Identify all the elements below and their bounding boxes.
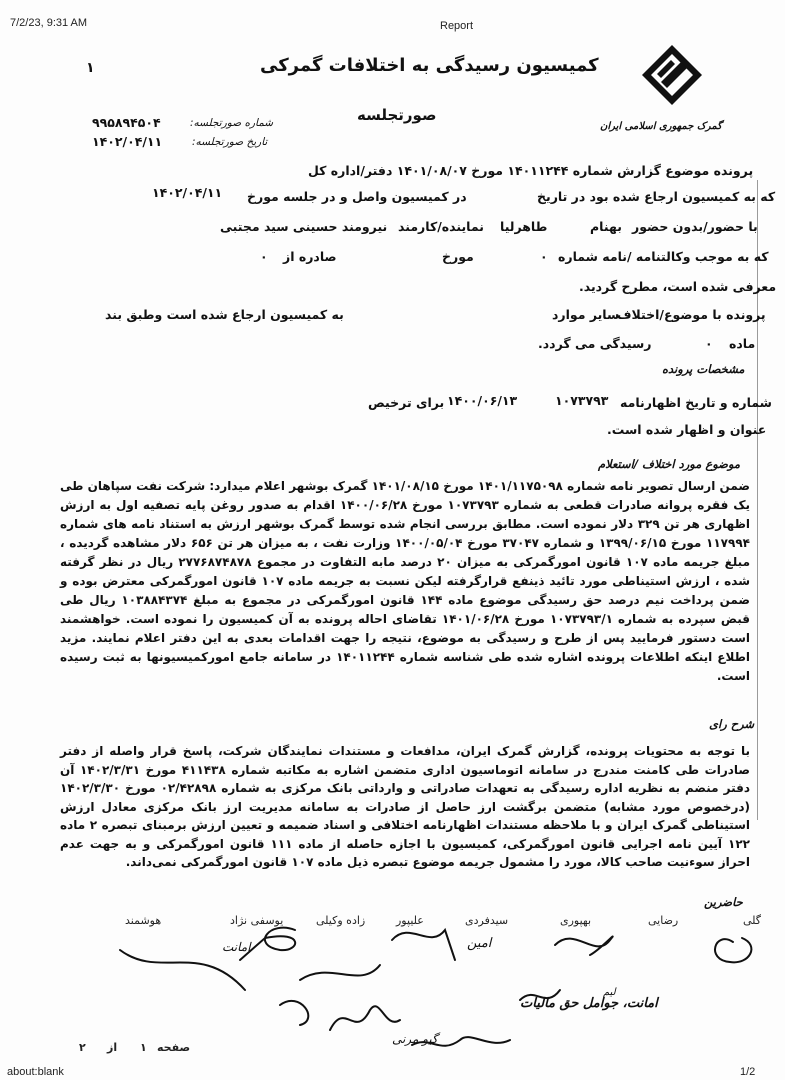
dispute-subject-label: پرونده با موضوع/اختلاف (617, 307, 766, 322)
clearance-purpose: برای ترخیص (368, 395, 445, 410)
handwritten-note-2: امانت (222, 940, 251, 954)
article-value: ۰ (705, 336, 713, 351)
article-label: ماده (729, 336, 756, 351)
line-case-subject: پرونده موضوع گزارش شماره ۱۴۰۱۱۲۴۴ مورخ ۱۴۰۱/۰۸/۰۷ دفتر/اداره کل (308, 163, 754, 178)
page-counter-current: ۱ (140, 1041, 147, 1054)
doc-title: صورتجلسه (357, 106, 437, 124)
line-session-label: در کمیسیون واصل و در جلسه مورخ (247, 189, 467, 204)
print-datetime: 7/2/23, 9:31 AM (10, 17, 88, 29)
handwritten-note-1: امین (467, 936, 492, 951)
signature-mark-8 (330, 1006, 400, 1030)
print-title: Report (440, 20, 474, 32)
handwritten-note-4: امانت، جوامل حق مالیات (520, 996, 658, 1011)
declaration-number: ۱۰۷۳۷۹۳ (555, 393, 609, 408)
signer-2: رضایی (648, 914, 679, 927)
signature-mark-5 (120, 950, 245, 990)
signer-8: هوشمند (125, 914, 162, 927)
dispute-heading: موضوع مورد اختلاف /استعلام (598, 457, 741, 471)
issued-by-value: ۰ (260, 249, 268, 264)
signature-mark-4 (240, 928, 295, 960)
ruling-heading: شرح رای (709, 717, 755, 731)
signer-6: زاده وکیلی (316, 914, 366, 927)
minutes-number-label: شماره صورتجلسه: (190, 117, 274, 129)
signature-mark-2 (555, 936, 613, 955)
signer-4: سیدفردی (465, 914, 509, 927)
employee-name: نیرومند حسینی سید مجتبی (220, 219, 388, 234)
issued-by-label: صادره از (283, 249, 337, 264)
page-counter-label: صفحه (157, 1041, 191, 1054)
signature-mark-10 (280, 1001, 308, 1025)
dispute-subject-value: سایر موارد (552, 307, 620, 322)
declaration-date: ۱۴۰۰/۰۶/۱۳ (447, 393, 518, 408)
rep-first-name: بهنام (590, 219, 622, 234)
declaration-label: شماره و تاریخ اظهارنامه (620, 395, 772, 410)
minutes-number-value: ۹۹۵۸۹۴۵۰۴ (92, 115, 161, 130)
proxy-date-label: مورخ (442, 249, 474, 264)
signature-mark-6 (300, 965, 380, 980)
signature-mark-1 (715, 938, 751, 962)
print-footer-page: 1/2 (740, 1066, 756, 1078)
inquiry-paragraph: ضمن ارسال تصویر نامه شماره ۱۴۰۱/۱۱۷۵۰۹۸ مورخ ۱۴۰۱/۰۸/۱۵ گمرک بوشهر اعلام میدارد: شرکت نفت سپاهان طی یک فقره پروانه صادرات قطعی به شماره ۱۰۷۳۷۹۳ مورخ ۱۴۰۰/۰۶/۲۸ اقدام به صدور روغن پایه تصفیه اول به ارزش اظهاری هر تن ۳۲۹ دلار نموده است. مطابق بررسی انجام شده توسط گمرک بوشهر ارزش به استناد نامه های شماره ۱۱۷۹۹۴ مورخ ۱۳۹۹/۰۶/۱۵ و شماره ۳۷۰۴۷ مورخ ۱۴۰۰/۰۵/۰۴ وزارت نفت ، به میزان هر تن ۶۵۶ دلار مشاهده گردیده ، مبلغ جریمه ماده ۱۰۷ قانون امورگمرکی به میزان ۲۰ درصد مابه التفاوت در مجموع ۲۷۷۶۸۷۴۸۷۸ ریال در نظر گرفته شده ، ارزش استیناطی مورد تائید ذینفع قرارگرفته لیکن نسبت به جریمه ماده ۱۰۷ قانون امورگمرکی معترض بوده و ضمن پرداخت نیم درصد حق رسیدگی موضوع ماده ۱۴۴ قانون امورگمرکی در مجموع به مبلغ ۱۰۳۸۸۴۳۷۴ ریال طی قبض سپرده به شماره ۱۰۷۳۷۹۳/۱ مورخ ۱۴۰۱/۰۶/۲۸ تقاضای احاله پرونده به آن کمیسیون را نموده است. خواهشمند است دستور فرمایید پس از طرح و رسیدگی به موضوع، نتیجه را جهت اقدامات بعدی به این دفتر اعلام نمایند. مزید اطلاع اینکه اطلاعات پرونده اشاره شده طی شناسه شماره ۱۴۰۱۱۲۴۴ در سامانه جامع امورکمیسیونها به ثبت رسیده است. (60, 479, 751, 683)
rep-last-name: طاهرلیا (500, 219, 548, 234)
handwritten-note-5: گیو مرنی (392, 1032, 438, 1046)
proxy-letter-number: ۰ (540, 249, 548, 264)
corner-mark: ۱ (86, 60, 95, 76)
referral-clause: به کمیسیون ارجاع شده است وطبق بند (105, 307, 344, 322)
page-counter-total: ۲ (79, 1041, 86, 1054)
minutes-date-value: ۱۴۰۲/۰۴/۱۱ (92, 134, 163, 149)
signature-mark-3 (392, 930, 455, 960)
minutes-date-label: تاریخ صورتجلسه: (192, 136, 268, 148)
ruling-paragraph: با توجه به محتویات پرونده، گزارش گمرک ایران، مدافعات و مستندات نمایندگان شرکت، پاسخ قرار واصله از دفتر صادرات طی کامنت مندرج در سامانه اتوماسیون اداری متضمن اشاره به مکاتبه شماره ۴۱۱۴۳۸ مورخ ۱۴۰۲/۳/۳۱ آن دفتر منضم به نظریه اداره رسیدگی به تعهدات صادراتی و وارداتی بانک مرکزی به شماره ۰۲/۴۲۸۹۸ مورخ ۱۴۰۲/۳/۳۰ (درخصوص مورد مشابه) متضمن برگشت ارز حاصل از صادرات به سامانه مدیریت ارز بانک مرکزی معادل ارزش استیناطی گمرک ایران و با ملاحظه مستندات اظهارنامه اختلافی و اسناد ضمیمه و تعیین ارزش برمبنای تبصره ۲ ماده ۱۲۲ آیین نامه اجرایی قانون امورگمرکی، کمیسیون با اجازه حاصله از ماده ۱۱۱ قانون امورگمرکی و به جهت عدم احراز سوءنیت صاحب کالا، مورد را مشمول جریمه موضوع تبصره ذیل ماده ۱۰۷ قانون امورگمرکی نمی‌داند. (60, 744, 750, 869)
signature-mark-7 (520, 990, 560, 1000)
handwritten-note-3: لیم (603, 987, 616, 998)
case-details-heading: مشخصات پرونده (662, 362, 745, 376)
signer-3: بهپوری (560, 914, 592, 927)
proxy-letter-label: که به موجب وکالتنامه /نامه شماره (558, 249, 769, 264)
rep-role-label: نماینده/کارمند (398, 219, 484, 234)
attendance-label: با حضور/بدون حضور (632, 219, 758, 234)
attendees-label: حاضرین (704, 895, 743, 909)
signature-mark-9 (412, 1037, 510, 1046)
page-counter-of: از (107, 1041, 118, 1054)
main-title: کمیسیون رسیدگی به اختلافات گمرکی (260, 55, 599, 76)
line-introduced: معرفی شده است، مطرح گردید. (579, 279, 777, 294)
signer-7: یوسفی نژاد (230, 914, 284, 927)
signer-5: علیپور (396, 914, 424, 927)
declared-title-line: عنوان و اظهار شده است. (607, 422, 767, 437)
print-footer-url: about:blank (7, 1066, 64, 1078)
review-statement: رسیدگی می گردد. (538, 336, 652, 351)
session-date: ۱۴۰۲/۰۴/۱۱ (152, 185, 223, 200)
signer-1: گلی (743, 914, 762, 927)
line-referral-date: که به کمیسیون ارجاع شده بود در تاریخ (537, 189, 776, 204)
logo-caption: گمرک جمهوری اسلامی ایران (600, 121, 722, 132)
